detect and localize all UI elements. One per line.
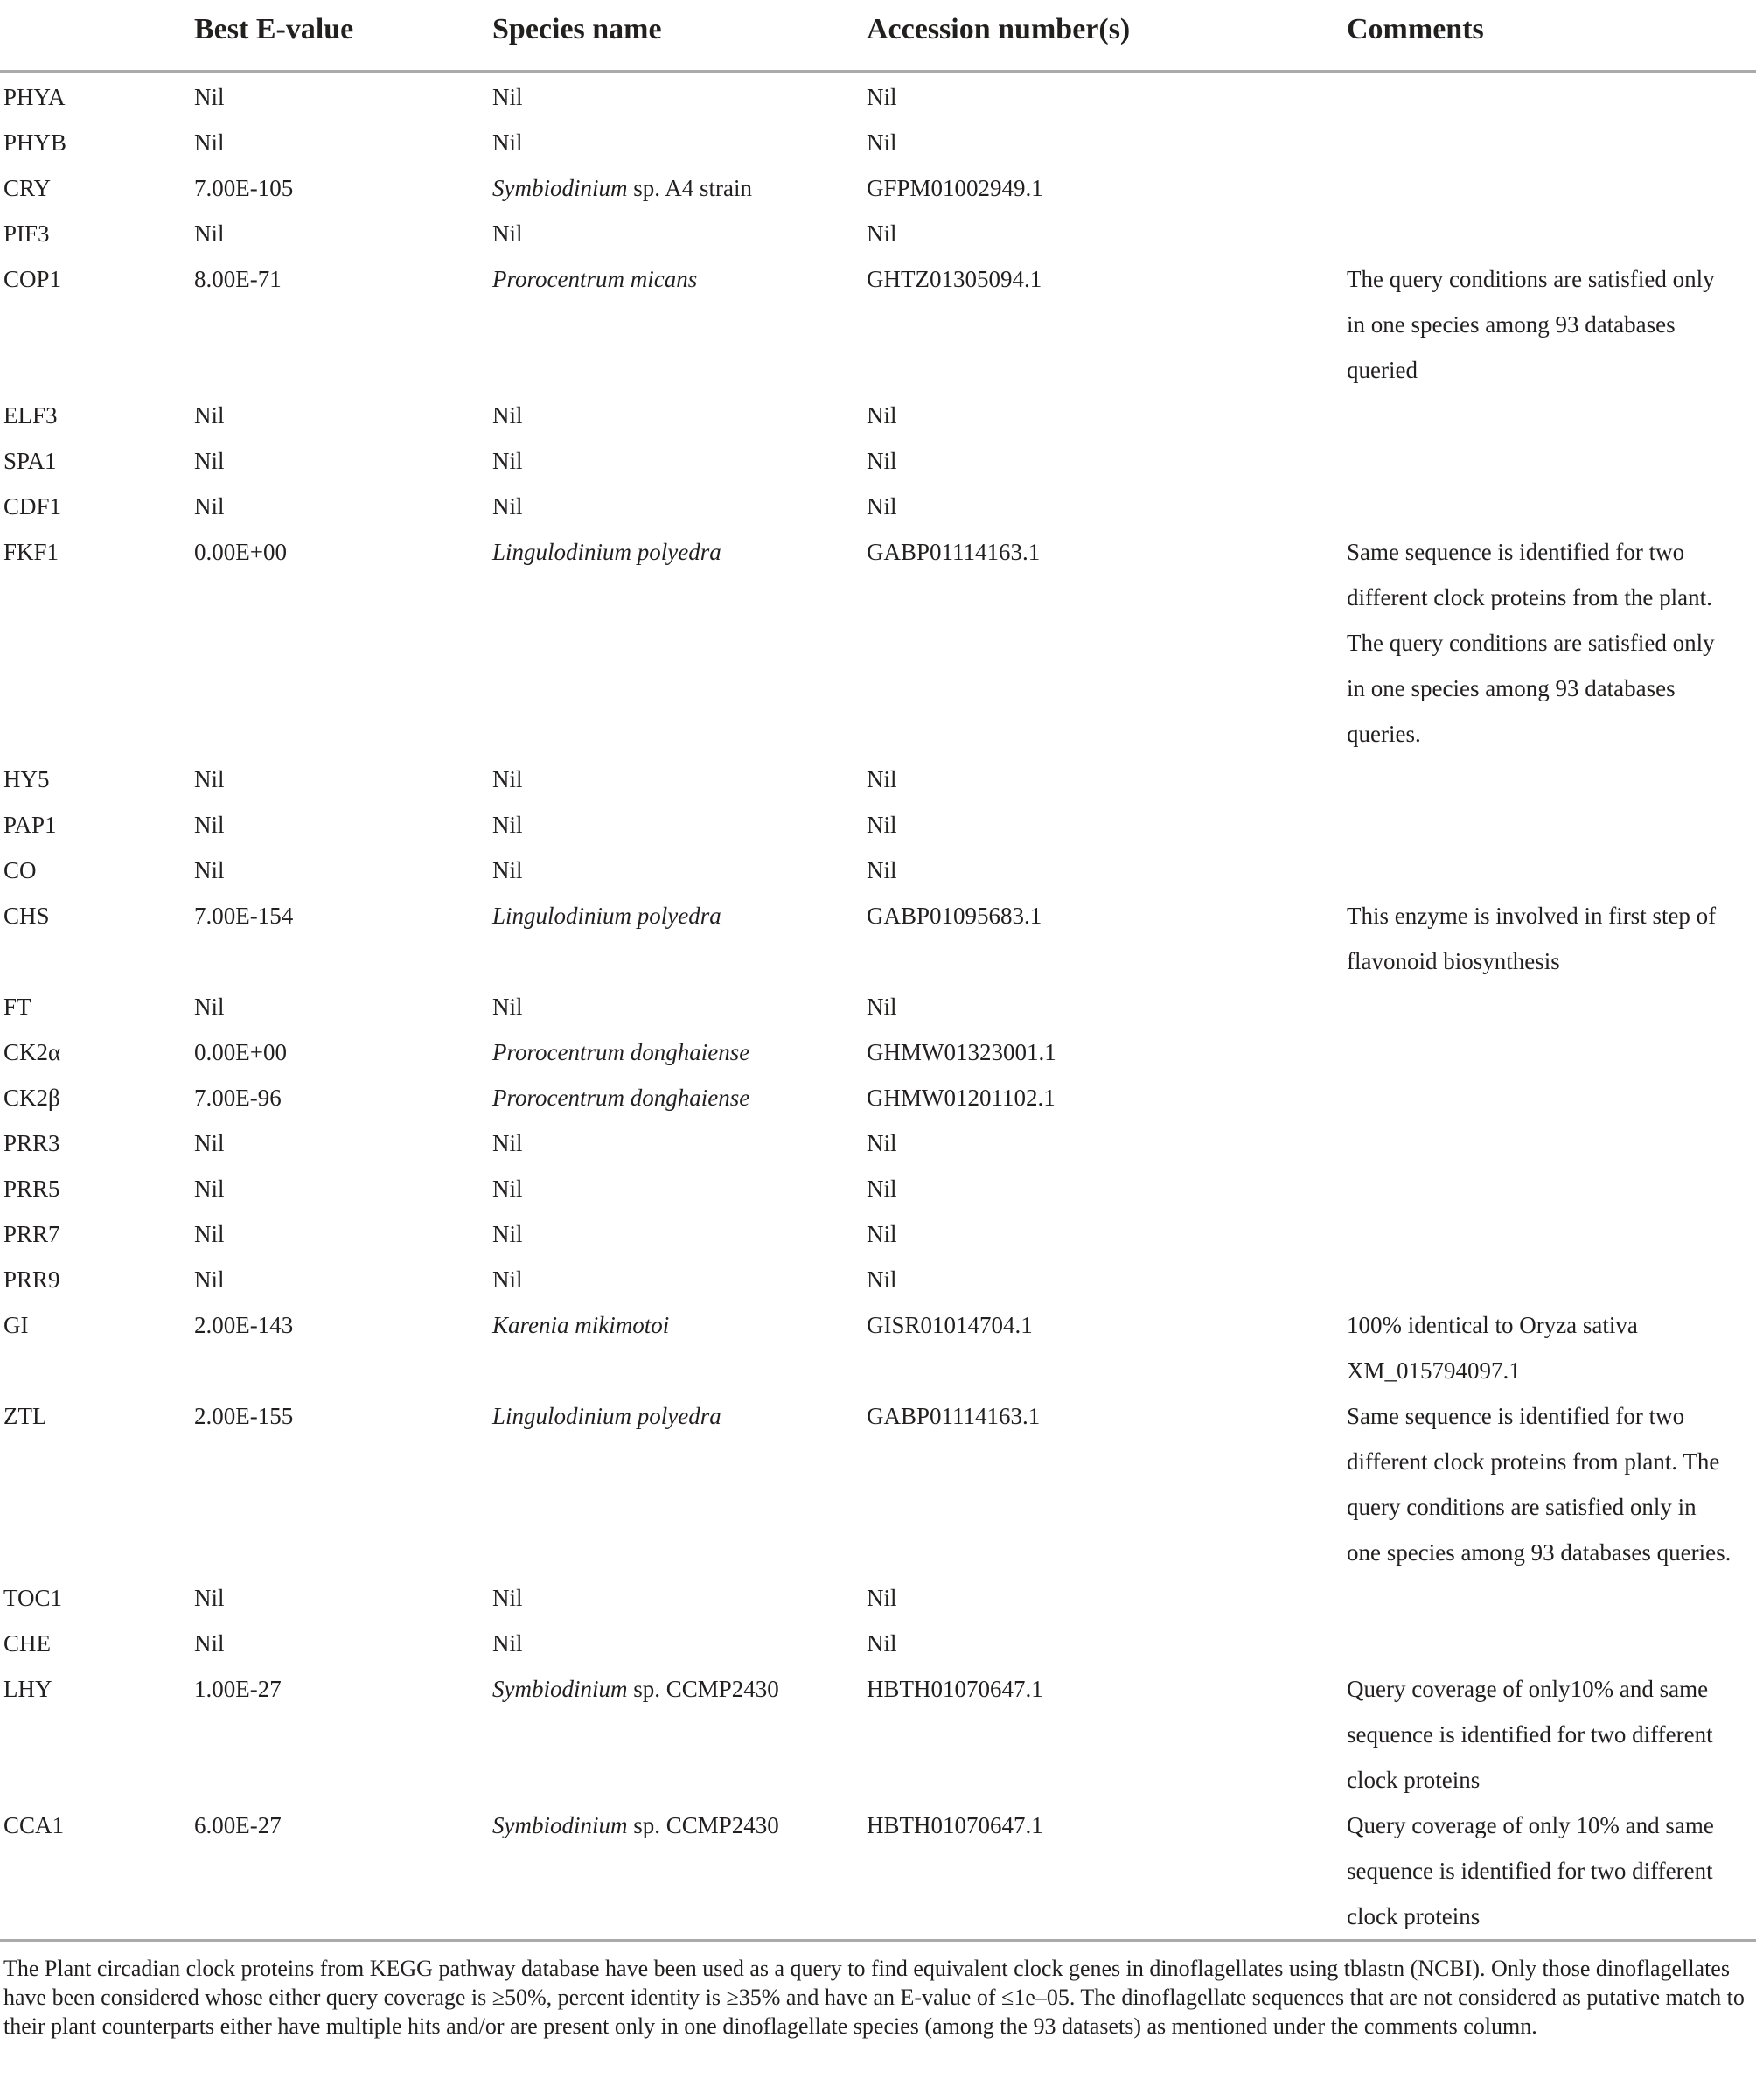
evalue-cell: Nil: [194, 1176, 225, 1202]
species-name-italic: Karenia mikimotoi: [492, 1312, 670, 1338]
species-cell: [492, 484, 867, 529]
accession-cell: GISR01014704.1: [867, 1312, 1033, 1338]
species-name-italic: Prorocentrum micans: [492, 266, 698, 292]
species-cell: [492, 393, 867, 438]
species-name-italic: Lingulodinium polyedra: [492, 539, 721, 565]
species-cell: [492, 120, 867, 165]
evalue-cell: 0.00E+00: [194, 539, 287, 565]
evalue-cell: Nil: [194, 84, 225, 110]
table-row: [0, 1575, 1756, 1621]
accession-cell: Nil: [867, 1266, 897, 1293]
comment-line: Same sequence is identified for two: [1347, 1403, 1685, 1429]
table-row: [0, 438, 1756, 484]
comment-line: Same sequence is identified for two: [1347, 539, 1685, 565]
species-name-italic: Lingulodinium polyedra: [492, 903, 721, 929]
header-best-evalue: Best E-value: [194, 13, 354, 45]
table-row: [0, 484, 1756, 529]
gene-cell: PRR9: [3, 1266, 60, 1293]
table-row: [0, 1302, 1756, 1393]
table-row: [0, 211, 1756, 256]
header-species-name: Species name: [492, 13, 662, 45]
table-body: [0, 73, 1756, 1939]
accession-cell: Nil: [867, 129, 897, 156]
evalue-cell: 7.00E-96: [194, 1085, 282, 1111]
accession-cell: Nil: [867, 1221, 897, 1247]
comment-line: clock proteins: [1347, 1767, 1481, 1793]
comment-line: 100% identical to Oryza sativa: [1347, 1312, 1638, 1338]
gene-cell: HY5: [3, 766, 50, 792]
evalue-cell: 8.00E-71: [194, 266, 282, 292]
evalue-cell: Nil: [194, 812, 225, 838]
table-row: [0, 984, 1756, 1029]
table-row: [0, 1029, 1756, 1075]
accession-cell: Nil: [867, 448, 897, 474]
species-cell: [492, 1120, 867, 1166]
evalue-cell: Nil: [194, 1585, 225, 1611]
comment-cell: [1347, 1803, 1756, 1939]
accession-cell: HBTH01070647.1: [867, 1812, 1043, 1838]
evalue-cell: 0.00E+00: [194, 1039, 287, 1065]
accession-cell: GFPM01002949.1: [867, 175, 1043, 201]
table-row: [0, 529, 1756, 757]
comment-line: Query coverage of only 10% and same: [1347, 1812, 1714, 1838]
evalue-cell: Nil: [194, 448, 225, 474]
species-name-roman: sp. A4 strain: [627, 175, 753, 201]
gene-cell: SPA1: [3, 448, 57, 474]
species-cell: [492, 893, 867, 938]
gene-cell: CHE: [3, 1630, 51, 1657]
species-name-roman: Nil: [492, 1130, 523, 1156]
evalue-cell: Nil: [194, 1266, 225, 1293]
gene-cell: CCA1: [3, 1812, 65, 1838]
comment-cell: [1347, 893, 1756, 984]
table-row: [0, 256, 1756, 393]
gene-cell: CDF1: [3, 493, 62, 520]
species-name-roman: Nil: [492, 220, 523, 247]
accession-cell: Nil: [867, 84, 897, 110]
evalue-cell: Nil: [194, 220, 225, 247]
species-name-roman: Nil: [492, 1266, 523, 1293]
species-name-roman: Nil: [492, 857, 523, 883]
species-cell: [492, 1211, 867, 1257]
accession-cell: GABP01114163.1: [867, 1403, 1041, 1429]
comment-line: query conditions are satisfied only in: [1347, 1494, 1697, 1520]
species-name-italic: Prorocentrum donghaiense: [492, 1085, 750, 1111]
evalue-cell: 7.00E-105: [194, 175, 294, 201]
accession-cell: Nil: [867, 1176, 897, 1202]
table-row: [0, 393, 1756, 438]
species-cell: [492, 256, 867, 302]
accession-cell: Nil: [867, 857, 897, 883]
gene-cell: COP1: [3, 266, 62, 292]
species-cell: [492, 757, 867, 802]
table-footnote: The Plant circadian clock proteins from KEGG pathway database have been used as a query to find equivalent clock genes in dinoflagellates using tblastn (NCBI). Only those dinoflagellates have been considered whose either query coverage is ≥50%, percent identity is ≥35% and have an E-value of ≤1e–05. The dinoflagellate sequences that are not considered as putative match to their plant counterparts either have multiple hits and/or are present only in one dinoflagellate species (among the 93 datasets) as mentioned under the comments column.: [3, 1956, 1745, 2039]
evalue-cell: 2.00E-143: [194, 1312, 294, 1338]
gene-cell: PHYB: [3, 129, 67, 156]
gene-cell: ZTL: [3, 1403, 47, 1429]
gene-cell: ELF3: [3, 402, 58, 429]
species-name-italic: Symbiodinium: [492, 175, 628, 201]
comment-line: in one species among 93 databases: [1347, 311, 1676, 338]
gene-cell: PIF3: [3, 220, 50, 247]
comment-line: The query conditions are satisfied only: [1347, 630, 1715, 656]
species-name-roman: sp. CCMP2430: [627, 1812, 779, 1838]
table-row: [0, 1166, 1756, 1211]
comment-line: different clock proteins from the plant.: [1347, 584, 1712, 610]
comment-cell: [1347, 256, 1756, 393]
comment-cell: [1347, 1393, 1756, 1575]
gene-cell: FKF1: [3, 539, 59, 565]
accession-cell: GHMW01201102.1: [867, 1085, 1056, 1111]
species-cell: [492, 1393, 867, 1439]
species-cell: [492, 74, 867, 120]
gene-cell: PRR5: [3, 1176, 60, 1202]
comment-line: queried: [1347, 357, 1418, 383]
accession-cell: Nil: [867, 1630, 897, 1657]
comment-line: This enzyme is involved in first step of: [1347, 903, 1717, 929]
header-comments: Comments: [1347, 13, 1484, 45]
table-row: [0, 1803, 1756, 1939]
species-name-roman: Nil: [492, 1630, 523, 1657]
species-cell: [492, 1029, 867, 1075]
species-name-roman: sp. CCMP2430: [627, 1676, 779, 1702]
species-name-italic: Lingulodinium polyedra: [492, 1403, 721, 1429]
species-name-italic: Prorocentrum donghaiense: [492, 1039, 750, 1065]
comment-line: one species among 93 databases queries.: [1347, 1539, 1732, 1566]
species-cell: [492, 802, 867, 848]
species-cell: [492, 1621, 867, 1666]
evalue-cell: 6.00E-27: [194, 1812, 282, 1838]
comment-line: clock proteins: [1347, 1903, 1481, 1929]
species-cell: [492, 1575, 867, 1621]
comment-line: sequence is identified for two different: [1347, 1858, 1713, 1884]
species-cell: [492, 848, 867, 893]
species-cell: [492, 529, 867, 575]
accession-cell: Nil: [867, 1130, 897, 1156]
species-cell: [492, 984, 867, 1029]
accession-cell: HBTH01070647.1: [867, 1676, 1043, 1702]
table-row: [0, 74, 1756, 120]
gene-cell: PHYA: [3, 84, 66, 110]
evalue-cell: Nil: [194, 402, 225, 429]
comment-line: in one species among 93 databases: [1347, 675, 1676, 701]
species-cell: [492, 1257, 867, 1302]
evalue-cell: Nil: [194, 857, 225, 883]
accession-cell: Nil: [867, 220, 897, 247]
header-gene: [0, 7, 194, 70]
accession-cell: Nil: [867, 812, 897, 838]
species-name-italic: Symbiodinium: [492, 1676, 628, 1702]
header-accession-numbers: Accession number(s): [867, 13, 1131, 45]
evalue-cell: Nil: [194, 1221, 225, 1247]
comment-line: XM_015794097.1: [1347, 1357, 1521, 1384]
species-name-roman: Nil: [492, 812, 523, 838]
accession-cell: Nil: [867, 402, 897, 429]
accession-cell: GABP01095683.1: [867, 903, 1042, 929]
gene-cell: CK2α: [3, 1039, 61, 1065]
evalue-cell: Nil: [194, 493, 225, 520]
accession-cell: GABP01114163.1: [867, 539, 1041, 565]
table-row: [0, 1666, 1756, 1803]
comment-line: flavonoid biosynthesis: [1347, 948, 1560, 974]
accession-cell: Nil: [867, 493, 897, 520]
table-row: [0, 893, 1756, 984]
table-row: [0, 1120, 1756, 1166]
species-name-roman: Nil: [492, 129, 523, 156]
species-name-italic: Symbiodinium: [492, 1812, 628, 1838]
gene-cell: PRR7: [3, 1221, 60, 1247]
species-name-roman: Nil: [492, 1585, 523, 1611]
comment-cell: [1347, 529, 1756, 757]
comment-line: The query conditions are satisfied only: [1347, 266, 1715, 292]
gene-cell: PAP1: [3, 812, 57, 838]
table-row: [0, 1621, 1756, 1666]
species-name-roman: Nil: [492, 448, 523, 474]
gene-cell: LHY: [3, 1676, 52, 1702]
evalue-cell: Nil: [194, 994, 225, 1020]
table-row: [0, 757, 1756, 802]
table-row: [0, 1211, 1756, 1257]
gene-cell: CHS: [3, 903, 50, 929]
gene-cell: CO: [3, 857, 37, 883]
gene-cell: TOC1: [3, 1585, 63, 1611]
comment-line: queries.: [1347, 721, 1421, 747]
evalue-cell: 1.00E-27: [194, 1676, 282, 1702]
accession-cell: GHMW01323001.1: [867, 1039, 1056, 1065]
gene-cell: CRY: [3, 175, 52, 201]
species-cell: [492, 1666, 867, 1712]
accession-cell: Nil: [867, 994, 897, 1020]
table-header-row: [0, 0, 1756, 70]
species-name-roman: Nil: [492, 766, 523, 792]
species-cell: [492, 211, 867, 256]
evalue-cell: Nil: [194, 1130, 225, 1156]
table-row: [0, 165, 1756, 211]
gene-cell: CK2β: [3, 1085, 60, 1111]
gene-cell: PRR3: [3, 1130, 60, 1156]
species-cell: [492, 438, 867, 484]
evalue-cell: 2.00E-155: [194, 1403, 294, 1429]
species-cell: [492, 1803, 867, 1848]
species-name-roman: Nil: [492, 1221, 523, 1247]
evalue-cell: Nil: [194, 1630, 225, 1657]
species-cell: [492, 165, 867, 211]
table-row: [0, 1075, 1756, 1120]
species-name-roman: Nil: [492, 84, 523, 110]
table-row: [0, 802, 1756, 848]
table-row: [0, 848, 1756, 893]
table-row: [0, 1393, 1756, 1575]
comment-cell: [1347, 1302, 1756, 1393]
accession-cell: Nil: [867, 766, 897, 792]
accession-cell: GHTZ01305094.1: [867, 266, 1042, 292]
table-row: [0, 120, 1756, 165]
species-cell: [492, 1166, 867, 1211]
comment-cell: [1347, 1666, 1756, 1803]
species-name-roman: Nil: [492, 493, 523, 520]
comment-line: sequence is identified for two different: [1347, 1721, 1713, 1748]
evalue-cell: Nil: [194, 766, 225, 792]
species-name-roman: Nil: [492, 1176, 523, 1202]
evalue-cell: 7.00E-154: [194, 903, 294, 929]
species-name-roman: Nil: [492, 402, 523, 429]
comment-line: Query coverage of only10% and same: [1347, 1676, 1709, 1702]
accession-cell: Nil: [867, 1585, 897, 1611]
species-cell: [492, 1302, 867, 1348]
species-name-roman: Nil: [492, 994, 523, 1020]
evalue-cell: Nil: [194, 129, 225, 156]
gene-cell: GI: [3, 1312, 29, 1338]
comment-line: different clock proteins from plant. The: [1347, 1448, 1720, 1475]
table-row: [0, 1257, 1756, 1302]
species-cell: [492, 1075, 867, 1120]
gene-cell: FT: [3, 994, 31, 1020]
